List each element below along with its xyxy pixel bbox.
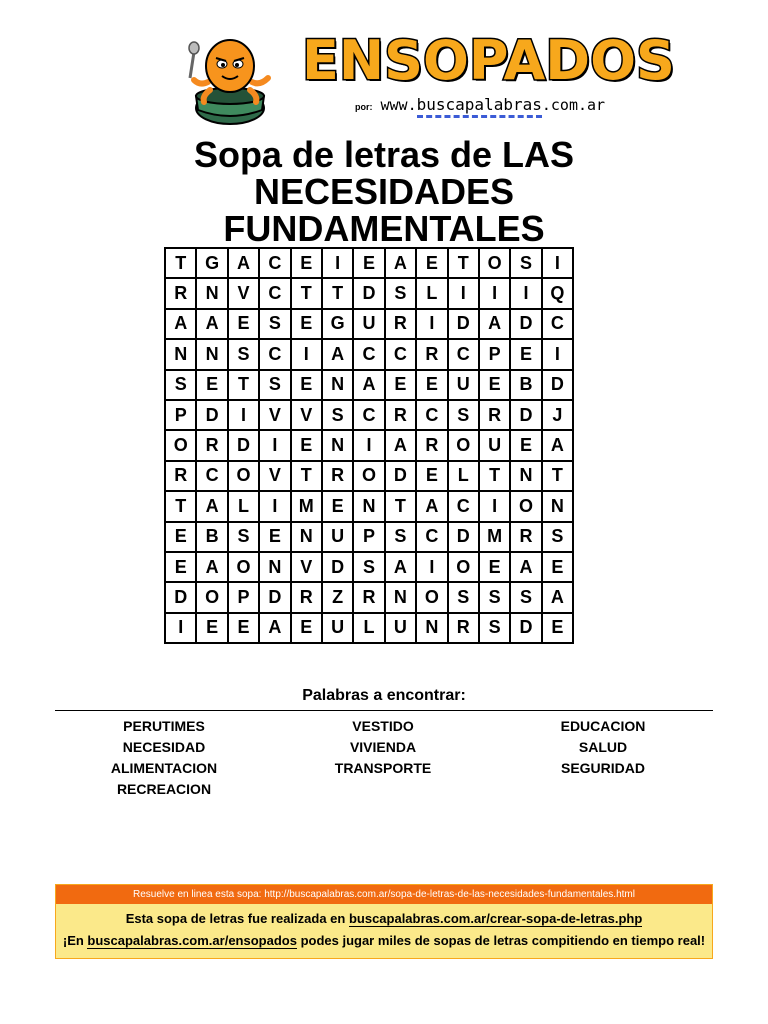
grid-cell[interactable]: I	[448, 278, 479, 308]
grid-cell[interactable]: D	[228, 430, 259, 460]
grid-cell[interactable]: N	[510, 461, 541, 491]
grid-cell[interactable]: E	[196, 613, 227, 643]
grid-cell[interactable]: C	[259, 339, 290, 369]
grid-cell[interactable]: A	[479, 309, 510, 339]
grid-cell[interactable]: I	[479, 491, 510, 521]
grid-cell[interactable]: N	[196, 339, 227, 369]
grid-cell[interactable]: V	[228, 278, 259, 308]
grid-cell[interactable]: O	[228, 552, 259, 582]
grid-cell[interactable]: T	[291, 461, 322, 491]
grid-cell[interactable]: A	[385, 248, 416, 278]
grid-cell[interactable]: R	[165, 461, 196, 491]
grid-cell[interactable]: I	[542, 248, 573, 278]
word-item: SALUD	[578, 739, 628, 755]
grid-cell[interactable]: O	[510, 491, 541, 521]
grid-cell[interactable]: L	[416, 278, 447, 308]
grid-cell[interactable]: N	[291, 522, 322, 552]
grid-cell[interactable]: L	[448, 461, 479, 491]
grid-cell[interactable]: M	[291, 491, 322, 521]
grid-cell[interactable]: S	[259, 370, 290, 400]
grid-cell[interactable]: P	[228, 582, 259, 612]
grid-cell[interactable]: E	[416, 248, 447, 278]
grid-cell[interactable]: E	[165, 552, 196, 582]
footer-box	[55, 884, 713, 959]
grid-cell[interactable]: U	[479, 430, 510, 460]
grid-cell[interactable]: S	[448, 400, 479, 430]
grid-cell[interactable]: S	[479, 582, 510, 612]
grid-cell[interactable]: C	[385, 339, 416, 369]
grid-cell[interactable]: E	[165, 522, 196, 552]
grid-cell[interactable]: V	[259, 400, 290, 430]
grid-cell[interactable]: U	[322, 613, 353, 643]
word-item: VESTIDO	[352, 718, 414, 734]
word-item: NECESIDAD	[122, 739, 206, 755]
grid-cell[interactable]: D	[196, 400, 227, 430]
grid-cell[interactable]: G	[322, 309, 353, 339]
grid-cell[interactable]: E	[385, 370, 416, 400]
grid-cell[interactable]: E	[353, 248, 384, 278]
grid-cell[interactable]: E	[228, 309, 259, 339]
grid-cell[interactable]: T	[322, 278, 353, 308]
grid-cell[interactable]: E	[291, 613, 322, 643]
grid-cell[interactable]: A	[196, 491, 227, 521]
word-item: SEGURIDAD	[560, 760, 645, 776]
grid-cell[interactable]: A	[416, 491, 447, 521]
grid-cell[interactable]: V	[291, 400, 322, 430]
grid-row	[165, 522, 573, 552]
grid-cell[interactable]: N	[416, 613, 447, 643]
grid-row	[165, 309, 573, 339]
grid-cell[interactable]: C	[353, 339, 384, 369]
grid-cell[interactable]: T	[385, 491, 416, 521]
grid-row	[165, 491, 573, 521]
grid-cell[interactable]: C	[259, 248, 290, 278]
grid-cell[interactable]: O	[479, 248, 510, 278]
create-link[interactable]: buscapalabras.com.ar/crear-sopa-de-letras.php	[348, 911, 643, 926]
grid-cell[interactable]: Q	[542, 278, 573, 308]
grid-cell[interactable]: S	[510, 582, 541, 612]
title-line: NECESIDADES	[253, 171, 515, 212]
page-title	[100, 136, 668, 247]
grid-cell[interactable]: C	[259, 278, 290, 308]
grid-cell[interactable]: E	[291, 309, 322, 339]
grid-cell[interactable]: S	[510, 248, 541, 278]
byline	[355, 95, 605, 118]
grid-cell[interactable]: I	[542, 339, 573, 369]
grid-row	[165, 278, 573, 308]
grid-cell[interactable]: E	[510, 430, 541, 460]
grid-cell[interactable]: E	[542, 552, 573, 582]
grid-cell[interactable]: B	[510, 370, 541, 400]
grid-cell[interactable]: U	[385, 613, 416, 643]
grid-cell[interactable]: D	[165, 582, 196, 612]
grid-cell[interactable]: N	[196, 278, 227, 308]
word-item: VIVIENDA	[349, 739, 417, 755]
grid-cell[interactable]: A	[259, 613, 290, 643]
byline-por: por:	[355, 102, 373, 112]
grid-cell[interactable]: O	[448, 552, 479, 582]
grid-cell[interactable]: E	[228, 613, 259, 643]
grid-cell[interactable]: E	[196, 370, 227, 400]
grid-row	[165, 370, 573, 400]
grid-cell[interactable]: E	[291, 370, 322, 400]
words-heading: Palabras a encontrar:	[302, 687, 466, 704]
grid-cell[interactable]: R	[479, 400, 510, 430]
grid-cell[interactable]: D	[542, 370, 573, 400]
grid-cell[interactable]: E	[416, 461, 447, 491]
grid-cell[interactable]: R	[416, 339, 447, 369]
grid-cell[interactable]: T	[291, 278, 322, 308]
grid-cell[interactable]: D	[510, 400, 541, 430]
grid-cell[interactable]: I	[479, 278, 510, 308]
grid-row	[165, 248, 573, 278]
grid-cell[interactable]: N	[322, 370, 353, 400]
title-line: FUNDAMENTALES	[223, 208, 545, 249]
grid-cell[interactable]: P	[353, 522, 384, 552]
grid-cell[interactable]: O	[353, 461, 384, 491]
grid-cell[interactable]: T	[542, 461, 573, 491]
grid-cell[interactable]: I	[353, 430, 384, 460]
grid-cell[interactable]: E	[479, 370, 510, 400]
footer-line	[56, 908, 712, 930]
grid-cell[interactable]: E	[291, 248, 322, 278]
brand-logo: ENSOPADOS	[302, 29, 675, 92]
grid-cell[interactable]: A	[385, 430, 416, 460]
grid-cell[interactable]: T	[228, 370, 259, 400]
grid-cell[interactable]: N	[542, 491, 573, 521]
word-item: RECREACION	[116, 781, 212, 797]
grid-cell[interactable]: J	[542, 400, 573, 430]
grid-cell[interactable]: U	[353, 309, 384, 339]
divider	[55, 710, 713, 711]
grid-cell[interactable]: C	[448, 339, 479, 369]
grid-cell[interactable]: E	[542, 613, 573, 643]
grid-cell[interactable]: R	[353, 582, 384, 612]
grid-cell[interactable]: U	[448, 370, 479, 400]
grid-cell[interactable]: O	[196, 582, 227, 612]
grid-cell[interactable]: A	[196, 552, 227, 582]
grid-cell[interactable]: E	[259, 522, 290, 552]
grid-cell[interactable]: A	[385, 552, 416, 582]
grid-cell[interactable]: D	[510, 613, 541, 643]
grid-cell[interactable]: R	[416, 430, 447, 460]
grid-cell[interactable]: U	[322, 522, 353, 552]
grid-cell[interactable]: T	[479, 461, 510, 491]
footer-text: ¡En	[62, 933, 88, 948]
grid-cell[interactable]: E	[510, 339, 541, 369]
word-item: EDUCACION	[560, 718, 646, 734]
word-search-grid	[164, 247, 574, 644]
grid-cell[interactable]: R	[385, 309, 416, 339]
grid-cell[interactable]: S	[165, 370, 196, 400]
grid-cell[interactable]: D	[510, 309, 541, 339]
grid-cell[interactable]: A	[542, 582, 573, 612]
title-line: Sopa de letras de LAS	[193, 134, 575, 175]
grid-row	[165, 461, 573, 491]
grid-cell[interactable]: Z	[322, 582, 353, 612]
grid-cell[interactable]: N	[322, 430, 353, 460]
grid-cell[interactable]: V	[291, 552, 322, 582]
grid-cell[interactable]: L	[353, 613, 384, 643]
ensopados-link[interactable]: buscapalabras.com.ar/ensopados	[87, 933, 297, 948]
grid-cell[interactable]: S	[385, 522, 416, 552]
octopus-mascot-icon	[180, 30, 280, 125]
grid-cell[interactable]: I	[259, 430, 290, 460]
grid-cell[interactable]: R	[510, 522, 541, 552]
grid-cell[interactable]: S	[353, 552, 384, 582]
grid-cell[interactable]: A	[322, 339, 353, 369]
word-item: TRANSPORTE	[334, 760, 432, 776]
grid-cell[interactable]: I	[416, 309, 447, 339]
grid-cell[interactable]: D	[448, 309, 479, 339]
grid-cell[interactable]: E	[479, 552, 510, 582]
grid-cell[interactable]: O	[165, 430, 196, 460]
word-item: PERUTIMES	[123, 718, 205, 734]
grid-cell[interactable]: S	[228, 522, 259, 552]
grid-cell[interactable]: O	[448, 430, 479, 460]
byline-www: www.	[380, 96, 417, 114]
grid-cell[interactable]: A	[542, 430, 573, 460]
grid-cell[interactable]: N	[165, 339, 196, 369]
grid-cell[interactable]: C	[196, 461, 227, 491]
grid-cell[interactable]: A	[228, 248, 259, 278]
grid-cell[interactable]: D	[448, 522, 479, 552]
word-list-column	[523, 716, 683, 779]
footer-url-link[interactable]: Resuelve en linea esta sopa: http://buscapalabras.com.ar/sopa-de-letras-de-las-necesidades-fundamentales.html	[56, 885, 712, 904]
grid-cell[interactable]: R	[291, 582, 322, 612]
footer-line	[56, 930, 712, 952]
grid-cell[interactable]: C	[416, 522, 447, 552]
grid-cell[interactable]: R	[448, 613, 479, 643]
grid-cell[interactable]: A	[165, 309, 196, 339]
grid-cell[interactable]: R	[385, 400, 416, 430]
grid-cell[interactable]: E	[291, 430, 322, 460]
grid-cell[interactable]: M	[479, 522, 510, 552]
grid-cell[interactable]: D	[353, 278, 384, 308]
grid-cell[interactable]: I	[510, 278, 541, 308]
grid-row	[165, 339, 573, 369]
grid-row	[165, 613, 573, 643]
grid-cell[interactable]: O	[416, 582, 447, 612]
grid-cell[interactable]: A	[510, 552, 541, 582]
grid-cell[interactable]: S	[479, 613, 510, 643]
grid-cell[interactable]: S	[228, 339, 259, 369]
grid-cell[interactable]: I	[416, 552, 447, 582]
grid-cell[interactable]: S	[542, 522, 573, 552]
byline-tld: .com.ar	[541, 96, 606, 114]
grid-cell[interactable]: N	[259, 552, 290, 582]
grid-cell[interactable]: R	[165, 278, 196, 308]
byline-domain[interactable]: buscapalabras	[417, 95, 542, 118]
grid-row	[165, 430, 573, 460]
grid-cell[interactable]: C	[416, 400, 447, 430]
grid-cell[interactable]: R	[196, 430, 227, 460]
footer-text: Esta sopa de letras fue realizada en	[125, 911, 349, 926]
grid-cell[interactable]: I	[165, 613, 196, 643]
grid-cell[interactable]: I	[291, 339, 322, 369]
grid-cell[interactable]: N	[385, 582, 416, 612]
grid-cell[interactable]: I	[259, 491, 290, 521]
grid-cell[interactable]: L	[228, 491, 259, 521]
grid-cell[interactable]: S	[385, 278, 416, 308]
grid-cell[interactable]: C	[353, 400, 384, 430]
grid-row	[165, 582, 573, 612]
grid-cell[interactable]: P	[479, 339, 510, 369]
grid-cell[interactable]: P	[165, 400, 196, 430]
grid-cell[interactable]: S	[448, 582, 479, 612]
footer-text: podes jugar miles de sopas de letras compitiendo en tiempo real!	[296, 933, 706, 948]
grid-cell[interactable]: O	[228, 461, 259, 491]
grid-cell[interactable]: D	[385, 461, 416, 491]
grid-cell[interactable]: I	[322, 248, 353, 278]
grid-cell[interactable]: D	[322, 552, 353, 582]
grid-cell[interactable]: B	[196, 522, 227, 552]
grid-cell[interactable]: S	[259, 309, 290, 339]
grid-cell[interactable]: A	[196, 309, 227, 339]
grid-row	[165, 552, 573, 582]
grid-cell[interactable]: T	[165, 491, 196, 521]
grid-cell[interactable]: A	[353, 370, 384, 400]
grid-cell[interactable]: T	[165, 248, 196, 278]
grid-cell[interactable]: T	[448, 248, 479, 278]
word-list-column	[303, 716, 463, 779]
grid-cell[interactable]: R	[322, 461, 353, 491]
grid-cell[interactable]: G	[196, 248, 227, 278]
word-item: ALIMENTACION	[110, 760, 218, 776]
grid-cell[interactable]: D	[259, 582, 290, 612]
grid-cell[interactable]: N	[353, 491, 384, 521]
word-list-column	[84, 716, 244, 800]
grid-cell[interactable]: C	[448, 491, 479, 521]
grid-cell[interactable]: E	[322, 491, 353, 521]
grid-cell[interactable]: S	[322, 400, 353, 430]
grid-cell[interactable]: V	[259, 461, 290, 491]
grid-cell[interactable]: C	[542, 309, 573, 339]
grid-cell[interactable]: E	[416, 370, 447, 400]
grid-cell[interactable]: I	[228, 400, 259, 430]
grid-row	[165, 400, 573, 430]
